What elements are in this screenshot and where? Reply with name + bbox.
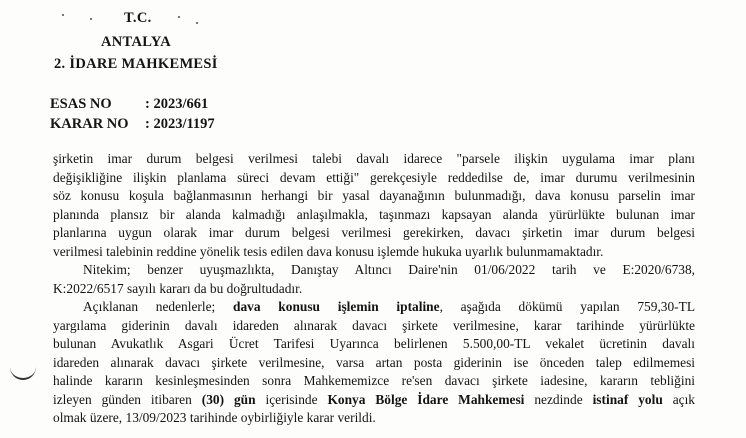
text-line: söz konusu koşula bağlanmasının herhangi bir yasal dayanağının bulunmadığı, dava konusu parselin imar — [53, 188, 695, 203]
text-run-bold: Konya Bölge İdare Mahkemesi — [327, 391, 525, 407]
text-line: verilmesi talebinin reddine yönelik tesis edilen dava konusu işlemde hukuka uyarlık bulunmamaktadır. — [53, 243, 604, 259]
text-line: halinde kararın kesinleşmesinden sonra Mahkememizce re'sen davacı şirkete iadesine, kararın tebliğini — [53, 373, 695, 388]
text-line: planlarına uygun olarak imar durum belgesi verilmesi gerekirken, davacı şirketin imar durum belgesi — [53, 225, 695, 240]
text-run: , aşağıda dökümü yapılan 759,30-TL — [439, 299, 696, 314]
text-line: yargılama giderinin davalı idareden alınarak davacı şirkete verilmesine, karar tarihinde yürürlükte — [53, 317, 695, 333]
text-line: bulunan Avukatlık Asgari Ücret Tarifesi Uyarınca belirlenen 5.500,00-TL vekalet ücretinin davalı — [53, 336, 695, 351]
text-line — [53, 391, 695, 410]
text-line: planında plansız bir alanda kalmadığı anlaşılmakla, taşınmazı kapsayan alanda yürürlükte bulunan imar — [53, 206, 695, 222]
decision-body — [53, 150, 695, 428]
paragraph-judgment — [53, 298, 695, 428]
scan-speck — [90, 18, 92, 20]
paragraph-reasoning — [53, 150, 695, 261]
text-line: K:2022/6517 sayılı kararı da bu doğrultudadır. — [53, 280, 303, 296]
text-run: Açıklanan nedenlerle; — [83, 299, 234, 314]
header-city: ANTALYA — [101, 34, 172, 50]
paragraph-precedent — [53, 261, 695, 298]
text-line — [53, 298, 695, 317]
text-run: izleyen günden itibaren — [53, 391, 202, 407]
esas-no-row — [50, 96, 208, 113]
text-run: içerisinde — [255, 391, 328, 407]
text-run-bold: istinaf yolu — [592, 391, 663, 407]
margin-pen-mark — [10, 366, 36, 380]
esas-no-value: : 2023/661 — [145, 96, 209, 112]
esas-no-label: ESAS NO — [50, 96, 112, 112]
text-run-bold: dava konusu işlemin iptaline — [233, 299, 440, 314]
text-line: şirketin imar durum belgesi verilmesi talebi davalı idarece "parsele ilişkin uygulama imar planı — [53, 151, 695, 166]
text-line: idareden alınarak davacı şirkete verilmesine, varsa artan posta giderinin ise önceden talep edilmemesi — [53, 354, 695, 370]
text-run: açık — [662, 391, 696, 407]
text-line: Nitekim; benzer uyuşmazlıkta, Danıştay Altıncı Daire'nin 01/06/2022 tarih ve E:2020/6738, — [83, 262, 695, 277]
header-tc: T.C. — [124, 10, 152, 26]
header-court: 2. İDARE MAHKEMESİ — [54, 56, 218, 72]
scan-speck — [178, 16, 180, 18]
karar-no-value: : 2023/1197 — [145, 116, 215, 132]
text-line: olmak üzere, 13/09/2023 tarihinde oybirliğiyle karar verildi. — [53, 410, 376, 425]
text-line: değişikliğine ilişkin planlama süreci devam ettiği" gerekçesiyle reddedilse de, imar durumu verilmesinin — [53, 169, 695, 185]
karar-no-label: KARAR NO — [50, 116, 129, 132]
text-run: nezdinde — [524, 391, 593, 407]
text-run-bold: (30) gün — [201, 391, 256, 407]
scan-speck — [62, 14, 64, 16]
scan-speck — [196, 22, 198, 24]
karar-no-row — [50, 116, 215, 133]
